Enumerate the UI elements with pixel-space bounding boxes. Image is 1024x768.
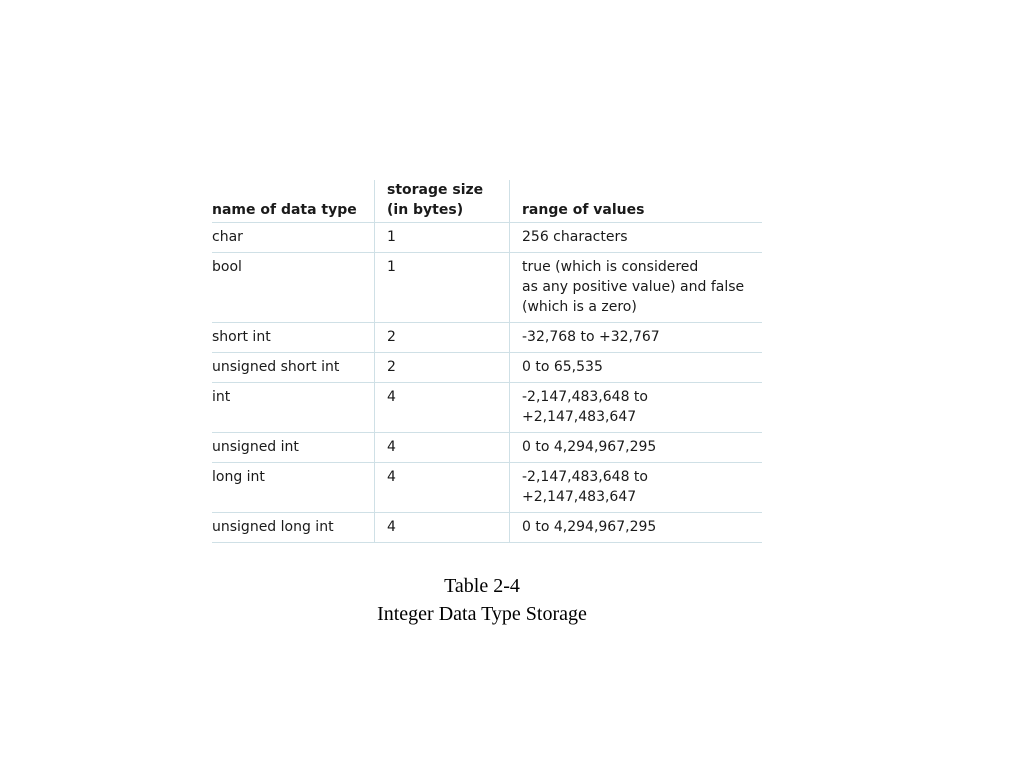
cell-name: int <box>212 383 375 433</box>
cell-range: 0 to 4,294,967,295 <box>510 513 763 543</box>
cell-range: -2,147,483,648 to +2,147,483,647 <box>510 383 763 433</box>
table-row <box>212 433 762 463</box>
cell-range: -2,147,483,648 to +2,147,483,647 <box>510 463 763 513</box>
cell-range: true (which is considered as any positive value) and false (which is a zero) <box>510 253 763 323</box>
cell-name: short int <box>212 323 375 353</box>
table-body <box>212 223 762 543</box>
cell-size: 4 <box>375 463 510 513</box>
caption-number: Table 2-4 <box>444 575 520 597</box>
header-range: range of values <box>510 180 763 223</box>
table-header <box>212 180 762 223</box>
table-row <box>212 253 762 323</box>
cell-name: bool <box>212 253 375 323</box>
cell-range: -32,768 to +32,767 <box>510 323 763 353</box>
header-size: storage size (in bytes) <box>375 180 510 223</box>
caption-title: Integer Data Type Storage <box>377 603 587 625</box>
cell-size: 2 <box>375 353 510 383</box>
table-row <box>212 513 762 543</box>
cell-range: 256 characters <box>510 223 763 253</box>
cell-size: 1 <box>375 253 510 323</box>
cell-name: char <box>212 223 375 253</box>
table-row <box>212 383 762 433</box>
cell-size: 4 <box>375 383 510 433</box>
cell-size: 2 <box>375 323 510 353</box>
cell-size: 1 <box>375 223 510 253</box>
cell-name: unsigned short int <box>212 353 375 383</box>
data-type-table <box>212 180 762 543</box>
cell-name: unsigned int <box>212 433 375 463</box>
table-row <box>212 223 762 253</box>
cell-name: unsigned long int <box>212 513 375 543</box>
cell-range: 0 to 4,294,967,295 <box>510 433 763 463</box>
cell-size: 4 <box>375 433 510 463</box>
table-row <box>212 463 762 513</box>
cell-name: long int <box>212 463 375 513</box>
header-name: name of data type <box>212 180 375 223</box>
cell-size: 4 <box>375 513 510 543</box>
table-row <box>212 323 762 353</box>
cell-range: 0 to 65,535 <box>510 353 763 383</box>
table-row <box>212 353 762 383</box>
header-row <box>212 180 762 223</box>
